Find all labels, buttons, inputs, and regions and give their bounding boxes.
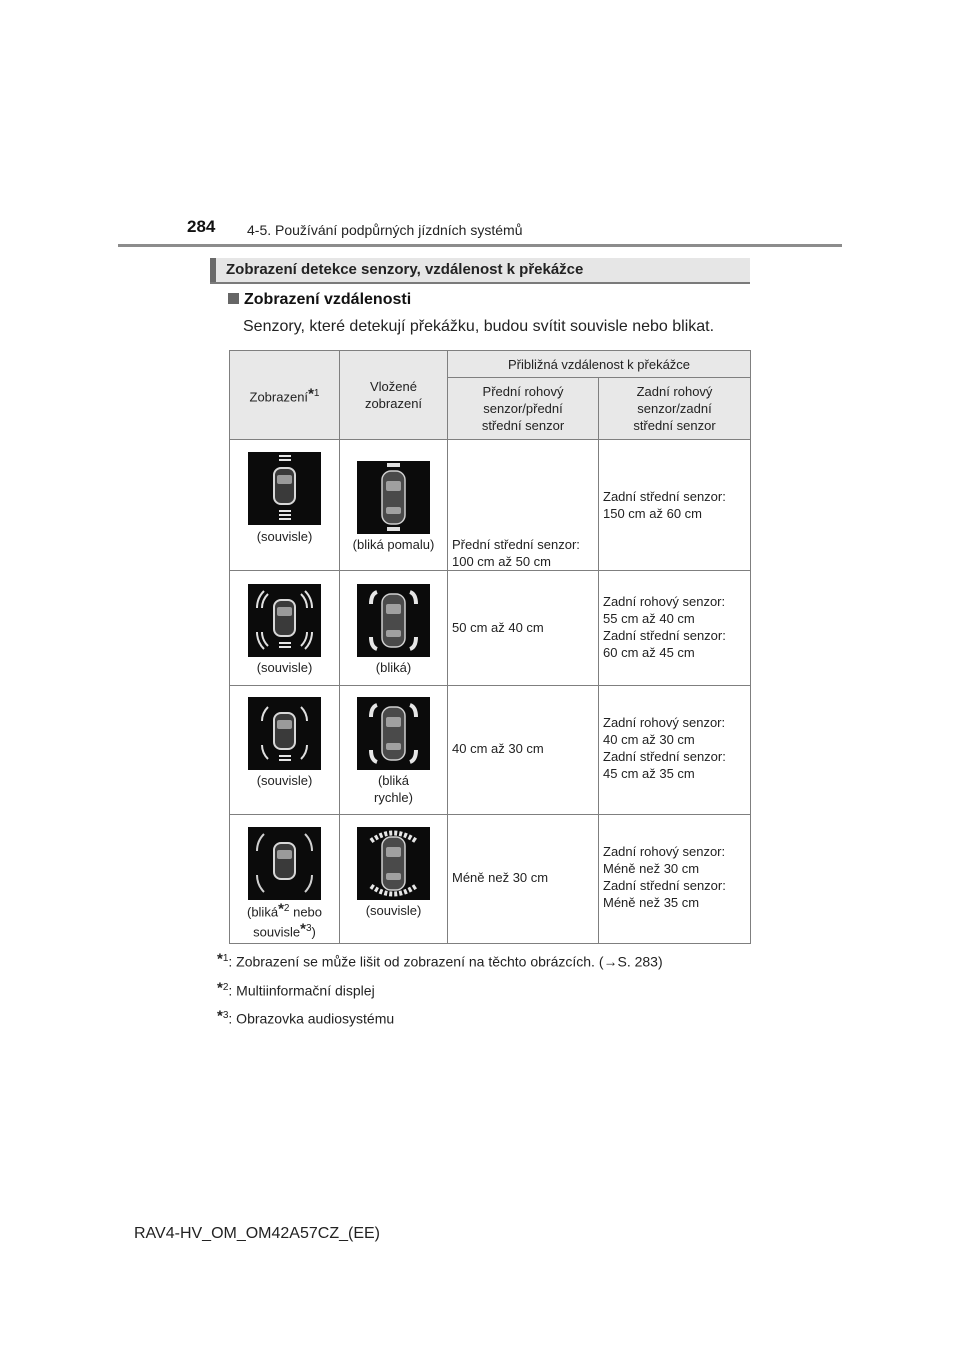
distance-table [229,350,751,944]
mid-display-image [248,827,321,900]
document-code: RAV4-HV_OM_OM42A57CZ_(EE) [134,1225,380,1242]
display-cell [230,440,340,571]
inset-caption-line: (bliká [377,773,410,788]
footnotes [217,950,663,1036]
front-distance-cell [448,686,599,815]
footnote-mark: 2 [222,981,229,993]
distance-line: Méně než 30 cm [452,870,549,885]
subsection-title: Zobrazení vzdálenosti [244,291,412,308]
inset-display-image [357,697,430,770]
front-distance-cell [448,440,599,571]
display-caption-text: (bliká [246,904,279,920]
section-title: Zobrazení detekce senzory, vzdálenost k překážce [226,261,584,278]
section-accent [210,258,216,282]
rear-distance-cell [599,440,751,571]
footnote-mark: 1 [222,953,229,964]
inset-caption: (souvisle) [365,903,422,918]
display-caption: (souvisle) [256,529,313,544]
inset-caption-line: rychle) [373,790,413,805]
table-row [230,571,751,686]
distance-line: Méně než 30 cm [603,861,700,876]
table-row [230,815,751,944]
display-caption: (souvisle) [256,660,313,675]
footnote-ref: 3 [305,923,312,935]
display-caption-text: souvisle [253,924,301,940]
footnote: *$^1$: Zobrazení se může lišit od zobrazení na těchto obrázcích. (→S. 283) [217,950,663,970]
mid-display-image [248,697,321,770]
distance-line: 50 cm až 40 cm [452,620,544,635]
rear-distance [603,440,746,522]
rear-distance [603,815,746,911]
distance-line: Zadní rohový senzor: [603,715,726,730]
display-cell [230,571,340,686]
front-distance [452,815,594,886]
front-distance [452,571,594,636]
rear-distance [603,686,746,782]
distance-line: Zadní střední senzor: [603,628,726,643]
distance-line: 150 cm až 60 cm [603,506,702,521]
distance-line: 60 cm až 45 cm [603,645,695,660]
inset-display-image [357,584,430,657]
inset-caption: (bliká pomalu) [352,537,435,552]
inset-display-image [357,827,430,900]
distance-line: Méně než 35 cm [603,895,700,910]
footnote: *$^2$: Multiinformační displej [217,979,375,999]
front-distance-cell [448,815,599,944]
mid-display-image [248,584,321,657]
intro-paragraph: Senzory, které detekují překážku, budou svítit souvisle nebo blikat. [243,318,715,335]
inset-cell [340,815,448,944]
distance-line: Přední střední senzor: [452,537,580,552]
inset-cell [340,571,448,686]
header-rear: Zadní rohový senzor/zadní střední senzor [599,378,751,440]
header-distance: Přibližná vzdálenost k překážce [448,351,751,378]
header-rule [118,244,842,247]
inset-cell [340,686,448,815]
inset-display-image [357,461,430,534]
chapter-title: 4-5. Používání podpůrných jízdních systémů [247,222,523,238]
footnote-ref: 2 [283,903,290,914]
display-cell [230,815,340,944]
rear-distance-cell [599,686,751,815]
distance-line: Zadní rohový senzor: [603,594,726,609]
mid-display-image [248,452,321,525]
footnote-text: : Obrazovka audiosystému [228,1010,395,1027]
page-number: 284 [187,217,216,236]
distance-line: 55 cm až 40 cm [603,611,695,626]
footnote-text: : Zobrazení se může lišit od zobrazení na těchto obrázcích. (→S. 283) [228,953,663,970]
header-display-note: 1 [313,387,320,399]
distance-line: 40 cm až 30 cm [452,741,544,756]
table-row [230,686,751,815]
section-heading-bar [210,258,750,284]
rear-distance [603,571,746,661]
distance-line: Zadní rohový senzor: [603,844,726,859]
footnote: *$^3$: Obrazovka audiosystému [217,1007,395,1027]
display-caption: (bliká*$^2$ nebo [246,900,323,920]
distance-line: Zadní střední senzor: [603,489,726,504]
front-distance-cell [448,571,599,686]
square-bullet-icon [228,293,239,304]
table-row [230,440,751,571]
distance-line: 45 cm až 35 cm [603,766,695,781]
distance-line: Zadní střední senzor: [603,878,726,893]
subsection-heading [228,291,411,309]
header-display: Zobrazení*$^1$ [230,351,340,440]
display-cell [230,686,340,815]
display-caption-text: nebo [293,904,323,920]
front-distance [452,488,594,570]
rear-distance-cell [599,571,751,686]
header-display-label: Zobrazení [249,389,309,405]
rear-distance-cell [599,815,751,944]
inset-caption: (bliká) [375,660,412,675]
header-front: Přední rohový senzor/přední střední senzor [448,378,599,440]
distance-line: Zadní střední senzor: [603,749,726,764]
footnote-text: : Multiinformační displej [228,982,375,999]
distance-line: 40 cm až 30 cm [603,732,695,747]
front-distance [452,686,594,757]
inset-cell [340,440,448,571]
display-caption: souvisle*$^3$) [253,920,316,940]
header-inset: Vložené zobrazení [340,351,448,440]
distance-line: 100 cm až 50 cm [452,554,551,569]
footnote-mark: 3 [222,1010,229,1022]
display-caption: (souvisle) [256,773,313,788]
